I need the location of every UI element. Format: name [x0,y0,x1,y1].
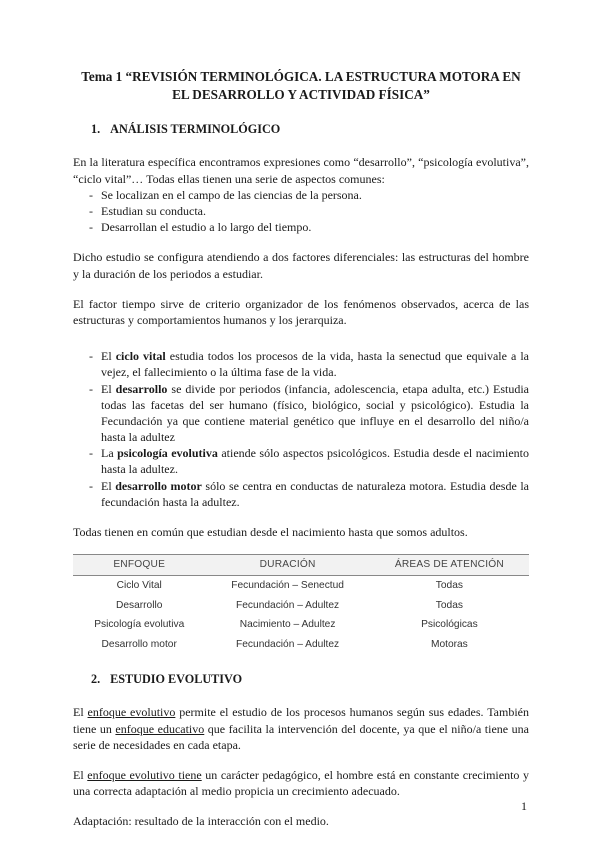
underlined-term: enfoque educativo [115,721,205,736]
paragraph: Adaptación: resultado de la interacción con el medio. [73,814,329,829]
table-cell: Fecundación – Adultez [236,639,340,651]
table-row [73,615,529,635]
text-run: permite el estudio de los procesos humanos según sus edades. También tiene un [73,705,530,736]
definition-term: desarrollo motor [115,478,202,493]
underlined-term: enfoque evolutivo tiene [87,768,202,783]
section-number: 1. [91,121,101,136]
list-item: - Se localizan en el campo de las ciencias de la persona. [73,187,529,203]
definition-item [73,381,529,446]
paragraph [73,767,529,799]
section-number: 2. [91,672,101,687]
paragraph: El factor tiempo sirve de criterio organizador de los fenómenos observados, acerca de las estructuras y comportamientos humanos y los jerarquiza. [73,296,529,327]
list-item: - Estudian su conducta. [73,203,529,219]
table-cell: Psicología evolutiva [94,619,185,631]
table-row [73,635,529,655]
table-cell: Ciclo Vital [116,579,162,591]
common-aspects-list [73,187,529,236]
definition-prefix: La [101,446,118,461]
definitions-list [73,348,529,510]
table-header: ENFOQUE [73,555,205,576]
table-cell: Todas [435,579,463,591]
table-header: DURACIÓN [205,555,369,576]
list-item: - Desarrollan el estudio a lo largo del tiempo. [73,219,529,235]
definition-term: desarrollo [115,381,168,396]
definition-term: ciclo vital [115,349,166,364]
table-cell: Psicológicas [421,619,478,631]
page-number: 1 [521,799,527,813]
table-cell: Todas [435,599,463,611]
table-header: ÁREAS DE ATENCIÓN [370,555,529,576]
paragraph: Dicho estudio se configura atendiendo a dos factores diferenciales: las estructuras del hombre y la duración de los periodos a estudiar. [73,250,529,281]
section-heading-2 [91,671,529,687]
definition-item [73,348,529,380]
definition-text: sólo se centra en conductas de naturaleza motora. Estudia desde la fecundación hasta la adultez. [101,478,530,509]
text-run: un carácter pedagógico, el hombre está en constante crecimiento y una correcta adaptación al medio propicia un crecimiento adecuado. [73,768,529,799]
definition-item [73,478,529,510]
definition-item [73,445,529,477]
table-cell: Fecundación – Senectud [231,579,344,591]
section-heading-1 [91,121,529,137]
section-title: ESTUDIO EVOLUTIVO [110,672,243,687]
definition-text: se divide por periodos (infancia, adolescencia, etapa adulta, etc.) Estudia todas las facetas del ser humano (físico, biológico, social y psicológico). Estudia la Fecundación ya que contiene material genético que influye en el desarrollo del niño/a hasta la adultez [101,381,529,445]
paragraph [73,704,529,753]
summary-paragraph: Todas tienen en común que estudian desde el nacimiento hasta que somos adultos. [73,525,468,539]
definition-term: psicología evolutiva [117,446,218,461]
table-row [73,596,529,616]
text-run: que facilita la intervención del docente, ya que el niño/a tiene una serie de necesidades en cada etapa. [73,721,530,752]
definition-text: atiende sólo aspectos psicológicos. Estudia desde el nacimiento hasta la adultez. [101,446,530,477]
text-run: El [73,705,88,720]
table-cell: Motoras [430,639,468,651]
table-cell: Desarrollo [115,599,163,611]
table-cell: Fecundación – Adultez [236,599,340,611]
comparison-table [73,554,529,655]
document-page [73,68,529,844]
document-title: Tema 1 “REVISIÓN TERMINOLÓGICA. LA ESTRUCTURA MOTORA EN EL DESARROLLO Y ACTIVIDAD FÍSICA” [81,69,521,103]
definition-text: estudia todos los procesos de la vida, hasta la senectud que equivale a la vejez, el fallecimiento o la última fase de la vida. [101,349,530,380]
table-cell: Desarrollo motor [101,639,177,651]
table-cell: Nacimiento – Adultez [239,619,336,631]
section-title: ANÁLISIS TERMINOLÓGICO [110,121,281,136]
text-run: El [73,768,88,783]
intro-paragraph: En la literatura específica encontramos expresiones como “desarrollo”, “psicología evolutiva”, “ciclo vital”… Todas ellas tienen una serie de aspectos comunes: [73,155,529,186]
definition-prefix: El [101,381,116,396]
table-row [73,575,529,595]
definition-prefix: El [101,478,116,493]
table-header-row [73,555,529,576]
underlined-term: enfoque evolutivo [87,705,176,720]
definition-prefix: El [101,349,116,364]
